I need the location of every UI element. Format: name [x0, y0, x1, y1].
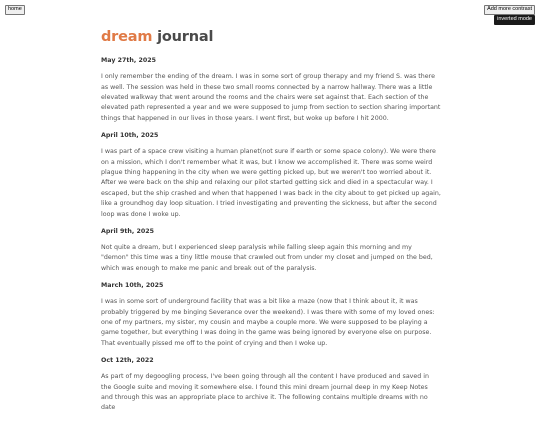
home-button[interactable]: home: [5, 5, 25, 15]
entry-date: May 27th, 2025: [101, 57, 156, 65]
journal-entry: [101, 57, 441, 124]
entry-date: March 10th, 2025: [101, 282, 164, 290]
title-accent: dream: [101, 29, 153, 45]
entry-text: Not quite a dream, but I experienced sleep paralysis while falling sleep again this morning and my "demon" this time was a tiny little mouse that crawled out from under my closet and jumped on the bed, which was enough to make me panic and break out of the paralysis.: [101, 244, 433, 272]
entry-text: I was part of a space crew visiting a human planet(not sure if earth or some space colony). We were there on a mission, which I don't remember what it was, but I know we accomplished it. There was some weird plague thing happening in the city when we were getting picked up, but we weren't too worried about it. After we were back on the ship and relaxing our pilot started getting sick and died in a spectacular way. I escaped, but the ship crashed and when that happened I was back in the city about to get picked up again, like a groundhog day loop situation. I tried investigating and preventing the sickness, but after the second loop was done I woke up.: [101, 148, 441, 218]
journal-entry: [101, 228, 441, 274]
journal-entry: [101, 357, 441, 414]
entry-text: I was in some sort of underground facility that was a bit like a maze (now that I think about it, it was probably triggered by me binging Severance over the weekend). I was there with some of my loved ones: one of my partners, my sister, my cousin and maybe a couple more. We were supposed to be playing a game together, but everything I was doing in the game was being ignored by everyone else on purpose. That eventually pissed me off to the point of crying and then I woke up.: [101, 298, 435, 347]
journal-content: [101, 28, 441, 422]
page-title: [101, 28, 441, 46]
entry-date: April 9th, 2025: [101, 228, 154, 235]
journal-entry: [101, 282, 441, 349]
add-more-contrast-button[interactable]: Add more contrast: [484, 5, 535, 15]
title-rest: journal: [157, 29, 214, 45]
entry-text: I only remember the ending of the dream. I was in some sort of group therapy and my friend S. was there as well. The session was held in these two small rooms connected by a narrow hallway. There was a little elevated walkway that went around the rooms and the chairs were set against that. Each section of the elevated path represented a year and we were supposed to jump from section to section sharing important things that happened in our lives in those years. I went first, but woke up before I hit 2000.: [101, 73, 441, 122]
entry-date: April 10th, 2025: [101, 132, 159, 140]
entry-date: Oct 12th, 2022: [101, 357, 154, 365]
entry-text: As part of my degoogling process, I've been going through all the content I have produced and saved in the Google suite and moving it somewhere else. I found this mini dream journal deep in my Keep Notes and through this was an appropriate place to archive it. The following contains multiple dreams with no date: [101, 373, 430, 412]
inverted-mode-button[interactable]: inverted mode: [494, 15, 535, 25]
journal-entry: [101, 132, 441, 220]
